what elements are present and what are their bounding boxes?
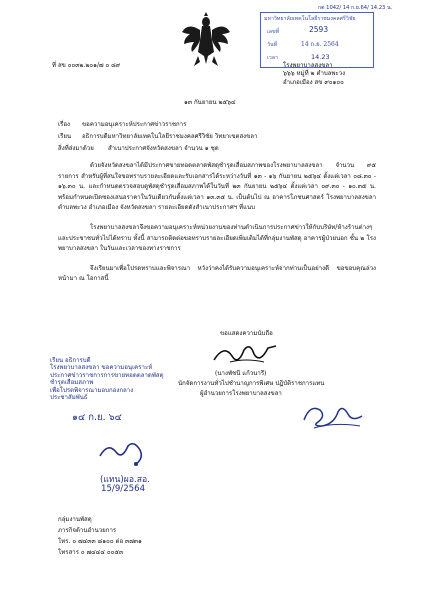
subject-text: ขอความอนุเคราะห์ประกาศข่าวราชการ [82, 121, 187, 128]
footer-line: โทรสาร ๐ ๗๔๔๔ ๐๐๕๓ [58, 549, 124, 556]
signer-name: (นางพัชนี แก้วนารี) [215, 370, 267, 377]
signer-position: นักจัดการงานทั่วไปชำนาญการพิเศษ ปฏิบัติราชการแทน [178, 380, 325, 387]
handwritten-minute [50, 357, 164, 401]
salutation-label: เรียน [58, 133, 72, 140]
receipt-date-value: 14 ก.ย. 2564 [301, 41, 339, 48]
minute-line: เพื่อโปรดพิจารณามอบกองกลาง [50, 386, 134, 394]
footer-line: กลุ่มงานพัสดุ [58, 516, 92, 523]
proxy-date: 15/9/2564 [101, 484, 146, 494]
minute-line: เรียน อธิการบดี [50, 357, 91, 364]
body-paragraph-2: โรงพยาบาลสงขลาจึงขอความอนุเคราะห์หน่วยงานของท่านดำเนินการประกาศข่าวให้กับบริษัท/ห้างร้านต่างๆ และประชาชนทั่วไปได้ทราบ ทั้งนี้ สามารถติดต่อขอทราบรายละเอียดเพิ่มเติมได้ที่กลุ่มงานพัสดุ อาคารผู้ป่วยนอก ชั้น ๒ โรงพยาบาลสงขลา ในวันและเวลาของทางราชการ [58, 223, 376, 253]
proxy-label: (แทน)ผอ.สอ. [100, 475, 150, 485]
enclosure-text: สำเนาประกาศจังหวัดสงขลา จำนวน ๑ ชุด [108, 145, 219, 152]
footer-line: ภารกิจด้านอำนวยการ [58, 527, 117, 534]
proxy-signature-icon [96, 438, 148, 468]
signer-position: ผู้อำนวยการโรงพยาบาลสงขลา [200, 390, 282, 397]
receipt-time-value: 14.23 [311, 53, 330, 61]
footer-line: โทร. ๐ ๗๔๓๓ ๘๑๐๐ ต่อ ๓๗๓๑ [58, 538, 142, 545]
document-date: ๑๓ กันยายน ๒๕๖๔ [184, 99, 236, 106]
receipt-no-label: เลขที่ [267, 29, 280, 35]
document-number: ที่ สข ๐๐๓๒.๒๐๑/๗ ๐ ๘๙ [52, 62, 121, 69]
signature-icon [210, 340, 280, 368]
minute-line: ชำรุดเสื่อมสภาพ [50, 379, 94, 387]
minute-line: ประกาศข่าวราชการการขายทอดตลาดพัสดุ [50, 371, 164, 379]
receipt-no-value: 2593 [309, 25, 329, 34]
enclosure-label: สิ่งที่ส่งมาด้วย [58, 145, 94, 152]
footer-contact [58, 514, 142, 558]
approval-signature-icon [300, 398, 370, 432]
enclosure-row [58, 145, 257, 157]
minute-line: โรงพยาบาลสงขลา ขอความอนุเคราะห์ [50, 364, 153, 372]
closing-phrase: ขอแสดงความนับถือ [220, 330, 273, 337]
receipt-stamp [260, 12, 374, 68]
subject-row [58, 121, 257, 133]
sender-address-line: อำเภอเมือง สข ๙๐๑๐๐ [283, 78, 344, 86]
sender-address-line: ๖๖๖ หมู่ที่ ๒ ตำบลพะวง [283, 70, 346, 78]
salutation-text: อธิการบดีมหาวิทยาลัยเทคโนโลยีราชมงคลศรีวิชัย วิทยาเขตสงขลา [82, 133, 258, 140]
minute-line: ประชาสัมพันธ์ [50, 394, 88, 402]
sender-address-line: โรงพยาบาลสงขลา [283, 62, 333, 69]
minute-date: ๑๔ ก.ย. ๖๔ [72, 412, 122, 423]
receipt-time-label: เวลา [267, 55, 279, 61]
receipt-date-label: วันที่ [267, 42, 278, 48]
garuda-emblem-icon [180, 12, 232, 68]
salutation-row [58, 133, 257, 145]
body-paragraph-1: ด้วยจังหวัดสงขลาได้มีประกาศขายทอดตลาดพัสดุชำรุดเสื่อมสภาพของโรงพยาบาลสงขลา จำนวน ๙๕ รายการ สำหรับผู้ที่สนใจขอทราบรายละเอียดและรับเอกสารได้ระหว่างวันที่ ๑๓ - ๑๖ กันยายน ๒๕๖๔ ตั้งแต่เวลา ๐๘.๓๐ - ๑๖.๓๐ น. และกำหนดตรวจสอบดูพัสดุชำรุดเสื่อมสภาพได้ในวันที่ ๒๓ กันยายน ๒๕๖๔ ตั้งแต่เวลา ๐๙.๓๐ - ๑๐.๓๕ น. พร้อมกำหนดเปิดซองเสนอราคาในวันเดียวกันตั้งแต่เวลา ๑๓.๓๕ น. เป็นต้นไป ณ อาคารโภชนศาสตร์ โรงพยาบาลสงขลา ตำบลพะวง อำเภอเมือง จังหวัดสงขลา รายละเอียดดังสำเนาประกาศฯ ที่แนบ [58, 162, 376, 212]
tracking-code: กต 1042/ 14 ก.ย.64/ 14.23 น. [318, 5, 393, 11]
subject-block [58, 121, 257, 157]
sender-address [283, 62, 345, 87]
subject-label: เรื่อง [58, 121, 70, 128]
body-text [58, 161, 376, 285]
body-paragraph-3: จึงเรียนมาเพื่อโปรดทราบและพิจารณา หวังว่าคงได้รับความอนุเคราะห์จากท่านเป็นอย่างดี ขอขอบคุณล่วงหน้ามา ณ โอกาสนี้ [58, 264, 376, 283]
receipt-stamp-org: มหาวิทยาลัยเทคโนโลยีราชมงคลศรีวิชัย [264, 16, 356, 22]
